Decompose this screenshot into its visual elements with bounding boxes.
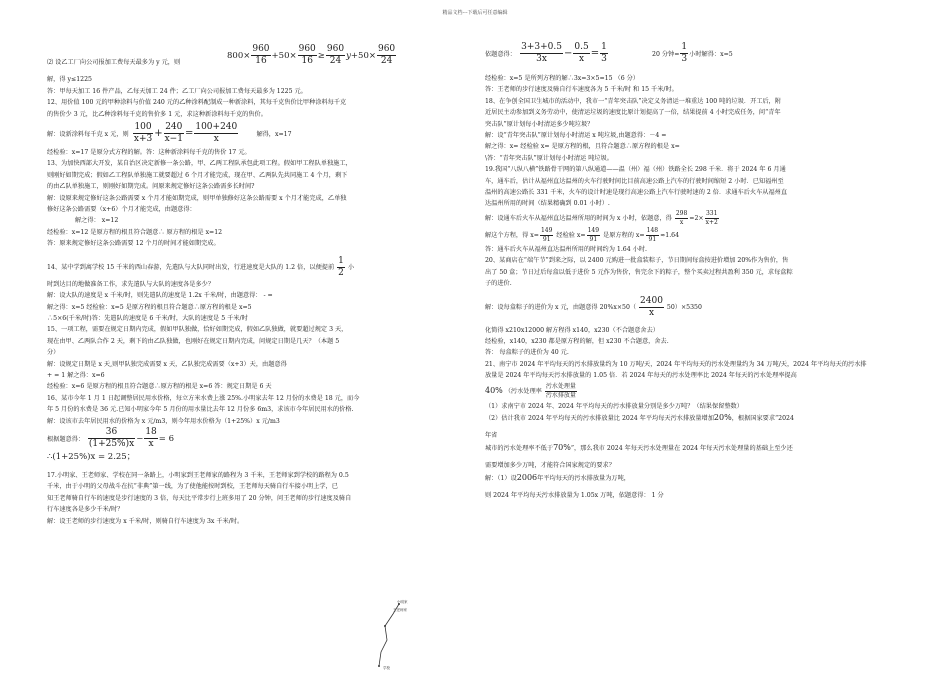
text-line: 突击队”原计划每小时清运多少吨垃圾？ <box>485 120 594 128</box>
fraction: $\frac{100}{x+3}$ <box>133 122 153 145</box>
text-line: 答：原来规定修好这条公路需要 12 个月的时间才能如期完成。 <box>47 240 220 248</box>
equation-line: 解：设新涂料每千克 x 元，则 $\frac{100}{x+3}$ + $\frac{240}{x-1}$ = $\frac{100+240}{x}$ 解得，x=17 <box>47 122 292 145</box>
text-line: 18、在争创全国卫生城市的活动中，我市一“青年突击队”决定义务清运一堆重达 100 吨的垃圾．开工后，附 <box>485 97 782 105</box>
text-line: 年 5 月份的水费是 36 元.已知小明家今年 5 月份的用水量比去年 12 月份多 6m3，求该市今年居民用水的价格. <box>47 406 354 414</box>
map-label: 王老师家 <box>393 608 407 612</box>
text-line: 则 2024 年平均每天污水排放量为 1.05x 万吨，依题意得： 1 分 <box>485 491 664 499</box>
text-line: 解之得：x=5 经检验：x=5 是原方程的根且符合题意∴原方程的根是 x=5 <box>47 303 252 311</box>
text-line: 解：设该市去年居民用水的价格为 x 元/m3，则今年用水价格为（1+25%）x 元/m3 <box>47 417 280 425</box>
text-line: 达温州所用的时间（结果精确到 0.01 小时）. <box>485 200 610 208</box>
text-line: 解：设“青年突击队”原计划每小时清运 x 吨垃圾,由题意得：－4 = <box>485 132 667 140</box>
text-line: 解：设王老师的步行速度为 x 千米/时，则骑自行车速度为 3x 千米/时。 <box>47 517 244 525</box>
text-line: 行车速度各是多少千米/时？ <box>47 506 124 514</box>
text-line: 16、某市今年 1 月 1 日起调整居民用水价格，每立方米水费上涨 25%.小明家去年 12 月份的水费是 18 元，而今 <box>47 394 360 402</box>
text-line: 经检验：x=12 是原方程的根且符合题意∴ 原方程的根是 x=12 <box>47 228 223 236</box>
text-line: 解：设规定日期是 x 天,则甲队独完成需要 x 天，乙队独完成需要（x+3）天，由题意得 <box>47 360 287 368</box>
text-line: 修好这条公路需要（x+6）个月才能完成，由题意得： <box>47 206 196 214</box>
right-column <box>485 44 895 501</box>
text-line: 12、用价值 100 元的甲种涂料与价值 240 元的乙种涂料配制成一种新涂料，其每千克售价比甲种涂料每千克 <box>47 99 347 107</box>
equation-line: 根据题意得： $\frac{36}{(1+25\%)x}$ − $\frac{18}{x}$ = 6 <box>47 426 175 449</box>
text-line: 14、某中学到离学校 15 千米的西山春游，先遣队与大队同时出发，行进速度是大队的 1.2 倍，以便提前 $\frac{1}{2}$ 小 <box>47 255 354 278</box>
fraction: $\frac{331}{x+2}$ <box>705 209 718 226</box>
text-line: 17.小明家、王老师家、学校在同一条路上，小明家到王老师家的路程为 3 千米，王老师家到学校的路程为 0.5 <box>47 471 349 479</box>
fraction: $\frac{1}{2}$ <box>338 255 344 278</box>
text-line: 放量是 2024 年平均每天污水排放量的 1.05 倍．若 2024 年每天的污水处理率比 2024 年每天的污水处理率提高 <box>485 372 797 380</box>
text-line: 答：甲每天加工 16 件产品，乙每天加工 24 件；乙工厂向公司报加工费每天最多为 1225 元。 <box>47 87 307 95</box>
text-line: ∴5×6(千米/时)答：先遣队的速度是 6 千米/时，大队的速度是 5 千米/时 <box>47 314 248 322</box>
text-line: 答：王老师的步行速度及骑自行车速度各为 5 千米/时 和 15 千米/时。 <box>485 86 678 94</box>
equation-line: 40% （污水处理率 $\frac{\text{污水处理量}}{\text{污水排放量}}$ <box>485 382 576 399</box>
page-header: 精品文档---下载后可任意编辑 <box>442 10 508 16</box>
text-line: 年省 <box>485 432 498 440</box>
text-line: 的由乙队单独施工，则刚好如期完成。问原来规定修好这条公路需多长时间? <box>47 183 255 191</box>
fraction: $\frac{18}{x}$ <box>145 426 157 449</box>
text-line: 则刚好如期完成；假如乙工程队单独施工就要超过 6 个月才能完成，现在甲、乙两队先共同施工 4 个月，剩下 <box>47 171 348 179</box>
text-line: 19.我国“八纵八横”铁路骨干网的第八纵通道——温（州）福（州）铁路全长 298 千米．将于 2024 年 6 月通 <box>485 166 786 174</box>
fraction: $\frac{0.5}{x}$ <box>574 42 589 64</box>
text-line: 出了 50 盒；节日过后每盒以低于进价 5 元作为售价，售完余下的粽子，整个买卖过程共盈利 350 元，求每盒粽 <box>485 268 793 276</box>
equation-line: ∴(1+25%)x = 2.25； <box>47 451 136 462</box>
equation-line: 800× $\frac{960}{16}$ +50× $\frac{960}{16}$ ≥ $\frac{960}{24}$ y+50× $\frac{960}{24}$ <box>227 44 396 66</box>
text-line: 近居民主动参加到义务劳动中，使清运垃圾的速度比原计划提高了一倍，结果提前 4 小时完成任务，问“青年 <box>485 109 781 117</box>
fraction: $\frac{240}{x-1}$ <box>164 122 183 145</box>
fraction: $\frac{298}{x}$ <box>675 209 688 226</box>
fraction: $\frac{100+240}{x}$ <box>195 122 238 145</box>
equation-line: 依题意得： $\frac{3+3+0.5}{3x}$ − $\frac{0.5}{x}$ = $\frac{1}{3}$ 20 分钟= $\frac{1}{3}$ 小时解得：x=5 <box>485 42 733 64</box>
text-line: 21、南宁市 2024 年平均每天的污水排放量约为 10 万吨/天，2024 年平均每天的污水处理量约为 34 万吨/天，2024 年平均每天的污水排 <box>485 360 867 368</box>
text-line: 温州的高速公路长 331 千米，火车的设计时速是现行高速公路上汽车行驶时速的 2 倍．求通车后火车从福州直 <box>485 189 788 197</box>
fraction: $\frac{\text{污水处理量}}{\text{污水排放量}}$ <box>545 382 576 399</box>
text-line: 分） <box>47 349 60 357</box>
text-line: 13、为加快西部大开发，某自治区决定新修一条公路，甲、乙两工程队承包此项工程。假如甲工程队单独施工， <box>47 160 352 168</box>
text-line: + = 1 解之得：x=6 <box>47 371 105 379</box>
text-line: 经检验：x=17 是原分式方程的解。答：这种新涂料每千克的售价 17 元。 <box>47 149 251 157</box>
text-line: 答： 每盒粽子的进价为 40 元. <box>485 349 569 357</box>
text-line: 经检验：x=5 是所列方程的解∴3x=3×5=15 （6 分） <box>485 75 639 82</box>
fraction: $\frac{1}{3}$ <box>681 42 688 64</box>
text-line: 15、一项工程，需要在规定日期内完成，假如甲队独做，恰好如期完成，假如乙队独做，就要超过规定 3 天， <box>47 326 348 334</box>
text-line: （1）求南宁市 2024 年、2024 年平均每天的污水排放量分别是多少万吨？（结果保留整数） <box>485 402 743 410</box>
text-line: 时到达目的地做准备工作，求先遣队与大队的速度各是多少？ <box>47 280 215 288</box>
fraction: $\frac{1}{3}$ <box>601 42 607 64</box>
text-line: 城市的污水处理率不低于70%”，那么我市 2024 年每天污水处理量在 2024 年每天污水处理量的基础上至少还 <box>485 442 793 452</box>
text-line: 解：设原来规定修好这条公路需要 x 个月才能如期完成，则甲单独修好这条公路需要 x 个月才能完成，乙单独 <box>47 194 347 202</box>
text-line: 子的进价. <box>485 280 512 288</box>
text-line: 的售价少 3 元，比乙种涂料每千克的售价多 1 元，求这种新涂料每千克的售价。 <box>47 110 267 118</box>
text-line: 千米，由于小明的父母战斗在抗“非典”第一线，为了使他能按时到校，王老师每天骑自行车接小明上学，已 <box>47 483 338 491</box>
equation-line: 解：设每盒粽子的进价为 x 元，由题意得 20%x×50（ $\frac{2400}{x}$ 50）×5350 <box>485 295 702 318</box>
equation-line: 解：设通车后火车从福州直达温州所用的时间为 x 小时，依题意，得 $\frac{298}{x}$ =2× $\frac{331}{x+2}$ <box>485 209 718 226</box>
text-line: \答：“青年突击队”原计划每小时清运 吨垃圾。 <box>485 154 613 162</box>
map-label: 学校 <box>383 666 390 670</box>
text-line: 知王老师骑自行车的速度是步行速度的 3 倍，每天比平常步行上班多用了 20 分钟，问王老师的步行速度及骑自 <box>47 494 352 502</box>
fraction: $\frac{2400}{x}$ <box>640 295 663 318</box>
text-line: 经检验：x=6 是原方程的根且符合题意∴原方程的根是 x=6 答：规定日期是 6 天 <box>47 383 272 391</box>
text-line: 化简得 x210x12000 解方程得 x140，x230（不合题意舍去） <box>485 326 659 334</box>
text-line: 解，得 y≤1225 <box>47 76 92 84</box>
text-line: 解：（1）设2006年平均每天的污水排放量为万吨， <box>485 472 630 482</box>
map-label: 小明家 <box>397 600 408 604</box>
text-line: 解之得： x=12 <box>75 217 119 225</box>
text-line: 车，通车后，估计从福州直达温州的火车行驶时间比目前高速公路上汽车的行驶时间缩短 2 小时．已知福州至 <box>485 177 784 185</box>
text-line: 经检验，x140，x230 都是原方程的解，但 x230 不合题意，舍去. <box>485 337 669 345</box>
route-map-figure <box>365 596 425 672</box>
text-line: 20、某商店在“端午节”到来之际，以 2400 元购进一批盒装粽子，节日期间每盒按进价增加 20%作为售价，售 <box>485 257 789 265</box>
text-line: 需要增加多少万吨，才能符合国家规定的要求？ <box>485 462 615 470</box>
fraction: $\frac{3+3+0.5}{3x}$ <box>521 42 562 64</box>
equation-line: 解这个方程，得 x= $\frac{149}{91}$ 经检验 x= $\frac{149}{91}$ 是原方程的 x= $\frac{148}{91}$ ≈1.64 <box>485 226 680 243</box>
text-line: （2）估计我市 2024 年平均每天的污水排放量比 2024 年平均每天污水排放量增加20%，根据国家要求“2024 <box>485 412 794 422</box>
text-line: 解：设大队的速度是 x 千米/时，则先遣队的速度是 1.2x 千米/时，由题意得： - = <box>47 292 273 300</box>
text-line: ⑵ 设乙工厂向公司报加工费每天最多为 y 元，则 <box>47 59 181 66</box>
left-column <box>47 44 457 527</box>
fraction: $\frac{36}{(1+25\%)x}$ <box>88 426 135 449</box>
text-line: 解之得：x= 经检验 x= 是原方程的根，且符合题意∴原方程的根是 x= <box>485 143 680 151</box>
text-line: 答：通车后火车从福州直达温州所用的时间约为 1.64 小时. <box>485 245 647 253</box>
text-line: 现在由甲、乙两队合作 2 天，剩下的由乙队独做，也刚好在规定日期内完成，问规定日期是几天？（本题 5 <box>47 337 340 345</box>
